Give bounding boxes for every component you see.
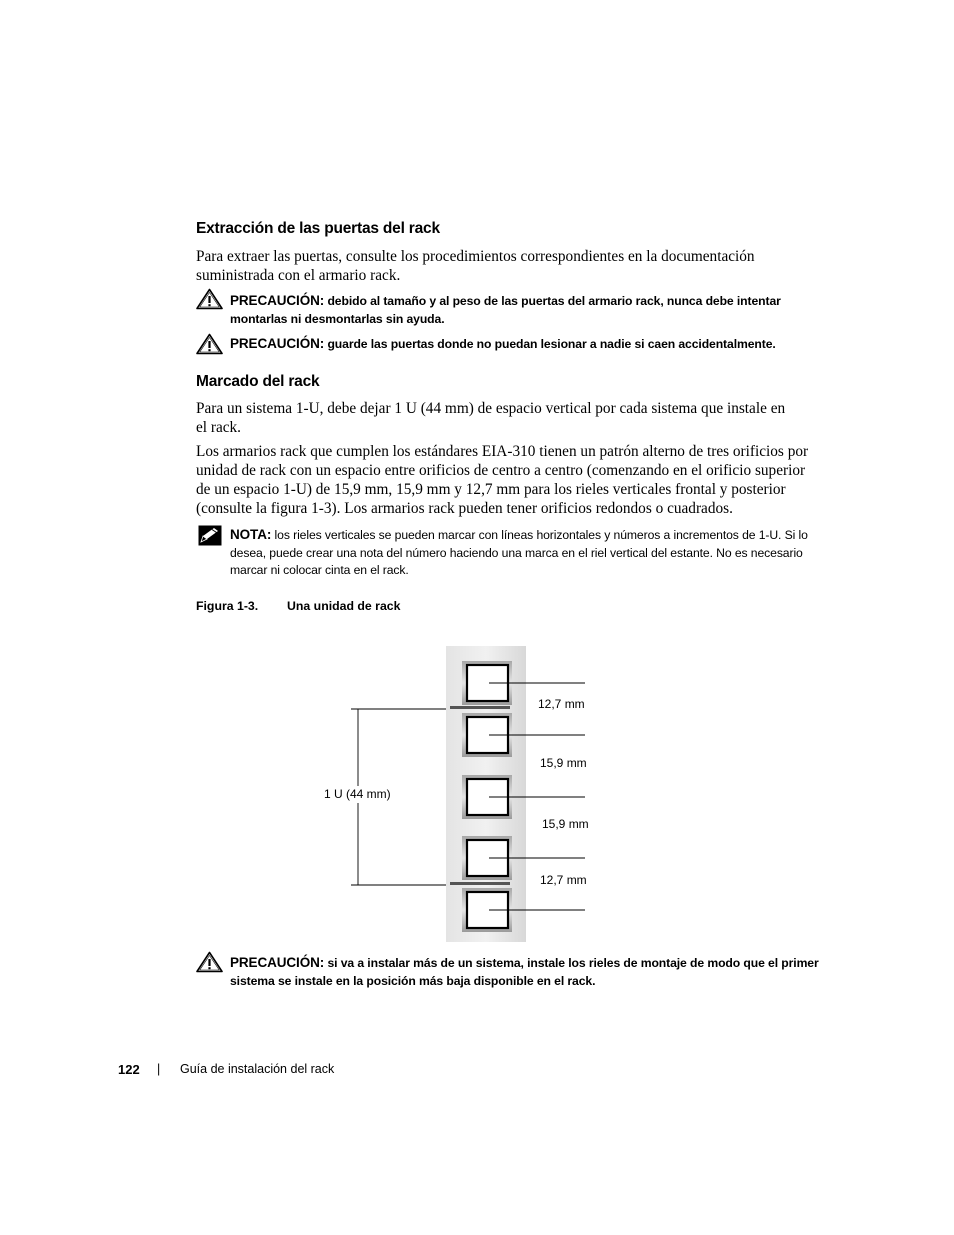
caution-text: si va a instalar más de un sistema, instale los rieles de montaje de modo que el primer sistema se instale en la posición más baja disponible en el rack.: [230, 956, 819, 988]
page-number: 122: [118, 1062, 140, 1077]
note-label: NOTA:: [230, 527, 272, 542]
unit-height-label: 1 U (44 mm): [324, 787, 391, 801]
spacing-label: 12,7 mm: [538, 697, 585, 711]
caution-install-order: [230, 954, 820, 990]
figure-number: Figura 1-3.: [196, 599, 259, 613]
figure-title: Una unidad de rack: [287, 599, 401, 613]
warning-triangle-icon: [196, 951, 223, 973]
door-removal-paragraph: Para extraer las puertas, consulte los procedimientos correspondientes en la documentación suministrada con el armario rack.: [196, 248, 755, 284]
caution-label: PRECAUCIÓN:: [230, 293, 325, 308]
unit-divider-line: [450, 706, 510, 709]
caution-label: PRECAUCIÓN:: [230, 955, 325, 970]
spacing-label: 12,7 mm: [540, 873, 587, 887]
caution-label: PRECAUCIÓN:: [230, 336, 325, 351]
rack-marking-paragraph-2: Los armarios rack que cumplen los estándares EIA-310 tienen un patrón alterno de tres orificios por unidad de rack con un espacio entre orificios de centro a centro (comenzando en el orificio superior de un espacio 1-U) de 15,9 mm, 15,9 mm y 12,7 mm para los rieles verticales frontal y posterior (consulte la figura 1-3). Los armarios rack pueden tener orificios redondos o cuadrados.: [196, 443, 809, 517]
spacing-label: 15,9 mm: [540, 756, 587, 770]
section-heading-rack-marking: Marcado del rack: [196, 373, 320, 390]
caution-text: guarde las puertas donde no puedan lesionar a nadie si caen accidentalmente.: [327, 337, 776, 351]
rack-marking-paragraph-1: Para un sistema 1-U, debe dejar 1 U (44 mm) de espacio vertical por cada sistema que instale en el rack.: [196, 400, 786, 436]
footer-separator: |: [157, 1062, 161, 1076]
footer-title: Guía de instalación del rack: [180, 1062, 335, 1076]
spacing-label: 15,9 mm: [542, 817, 589, 831]
note-text: los rieles verticales se pueden marcar con líneas horizontales y números a incrementos de 1-U. Si lo desea, puede crear una nota del número haciendo una marca en el riel vertical del estante. No es necesario marcar ni colocar cinta en el rack.: [230, 528, 808, 577]
section-heading-door-removal: Extracción de las puertas del rack: [196, 220, 440, 237]
unit-divider-line: [450, 882, 510, 885]
caution-text: debido al tamaño y al peso de las puertas del armario rack, nunca debe intentar montarlas ni desmontarlas sin ayuda.: [230, 294, 781, 326]
